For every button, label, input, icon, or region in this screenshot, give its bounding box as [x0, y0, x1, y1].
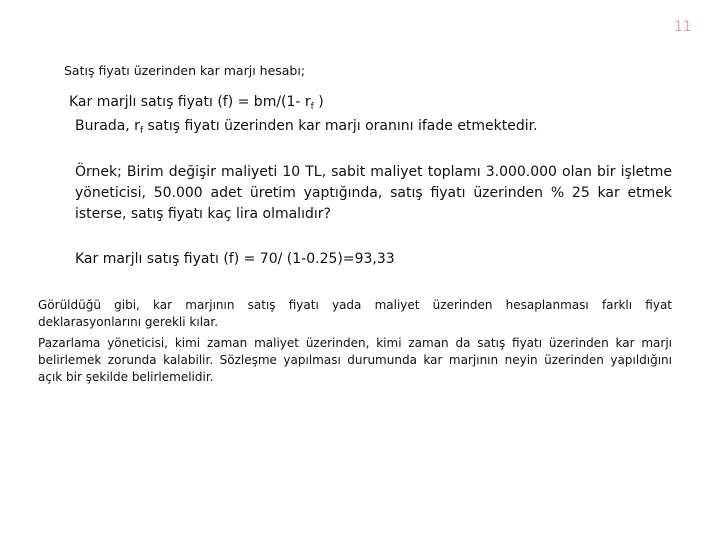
formula-text: Kar marjlı satış fiyatı (f) = bm/(1- r	[69, 94, 311, 110]
formula-subscript: f	[310, 102, 314, 112]
section-heading: Satış fiyatı üzerinden kar marjı hesabı;	[64, 63, 306, 78]
example-paragraph: Örnek; Birim değişir maliyeti 10 TL, sabit maliyet toplamı 3.000.000 olan bir işletme yöneticisi, 50.000 adet üretim yaptığında, satış fiyatı üzerinden % 25 kar etmek isterse, satış fiyatı kaç lira olmalıdır?	[75, 164, 672, 222]
paragraph-observation: Görüldüğü gibi, kar marjının satış fiyatı yada maliyet üzerinden hesaplanması farklı fiyat deklarasyonlarını gerekli kılar.	[38, 298, 672, 329]
answer-line: Kar marjlı satış fiyatı (f) = 70/ (1-0.25)=93,33	[75, 251, 395, 267]
explanation-line	[75, 118, 538, 134]
formula-line	[69, 94, 324, 110]
paragraph-marketing: Pazarlama yöneticisi, kimi zaman maliyet üzerinden, kimi zaman da satış fiyatı üzerinden kar marjı belirlemek zorunda kalabilir. Sözleşme yapılması durumunda kar marjının neyin üzerinden yapıldığını açık bir şekilde belirlemelidir.	[38, 336, 672, 384]
explanation-text-end: satış fiyatı üzerinden kar marjı oranını ifade etmektedir.	[143, 118, 538, 134]
explanation-subscript: f	[139, 126, 144, 136]
explanation-text: Burada, r	[75, 118, 140, 134]
formula-text-end: )	[313, 94, 324, 110]
page-number: 11	[674, 19, 692, 35]
